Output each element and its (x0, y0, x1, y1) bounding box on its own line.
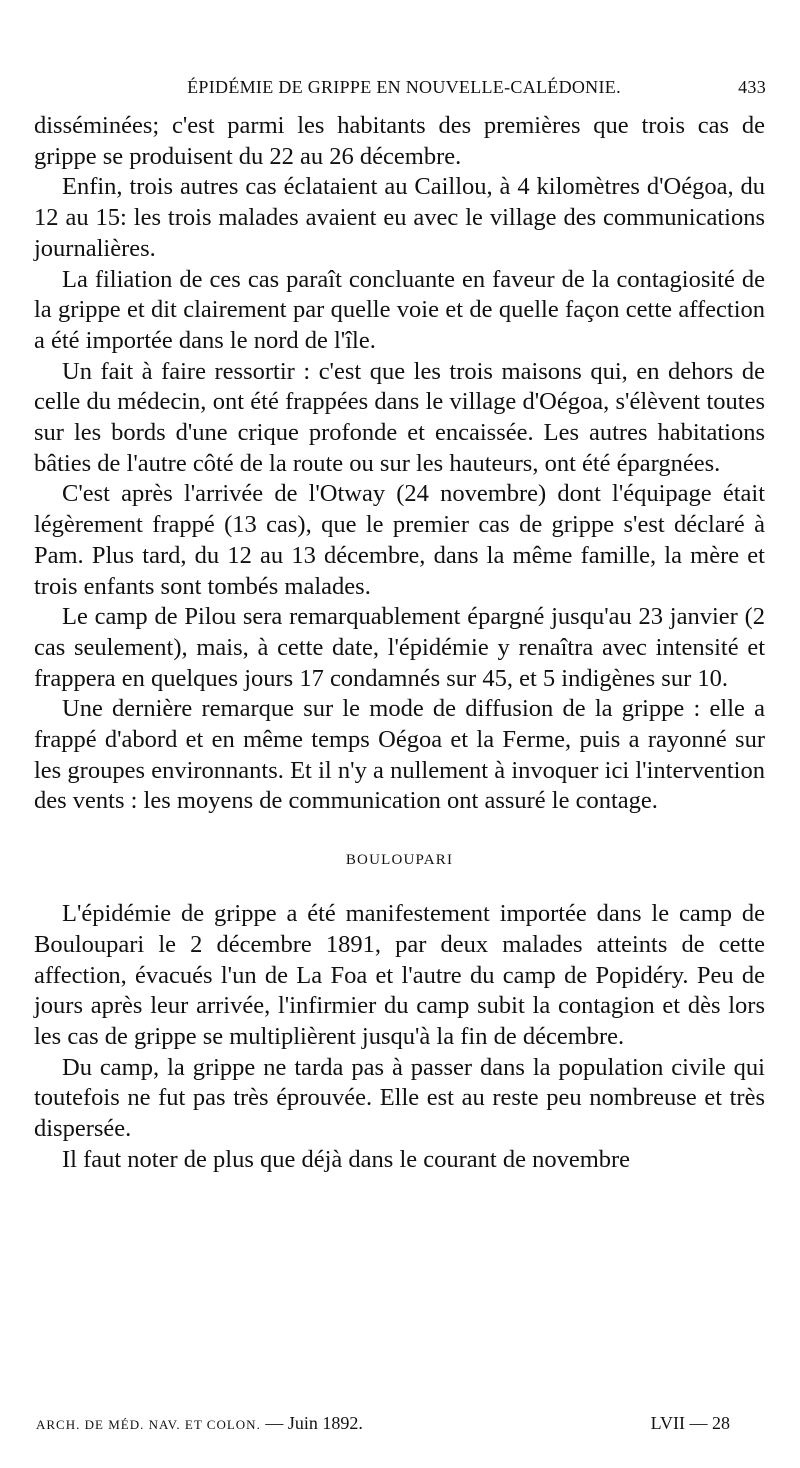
paragraph: L'épidémie de grippe a été manifestement importée dans le camp de Bouloupari le 2 décembre 1891, par deux malades atteints de cette affection, évacués l'un de La Foa et l'autre du camp de Popidéry. Peu de jours après leur arrivée, l'infirmier du camp subit la contagion et dès lors les cas de grippe se multiplièrent jusqu'à la fin de décembre. (34, 900, 765, 1050)
paragraph: Enfin, trois autres cas éclataient au Caillou, à 4 kilomètres d'Oégoa, du 12 au 15: les trois malades avaient eu avec le village des communications journalières. (34, 173, 765, 262)
paragraph: Le camp de Pilou sera remarquablement épargné jusqu'au 23 janvier (2 cas seulement), mais, à cette date, l'épidémie y renaîtra avec intensité et frappera en quelques jours 17 condamnés sur 45, et 5 indigènes sur 10. (34, 603, 765, 692)
footer-volume: LVII — 28 (650, 1413, 730, 1433)
paragraph: La filiation de ces cas paraît concluante en faveur de la contagiosité de la grippe et dit clairement par quelle voie et de quelle façon cette affection a été importée dans le nord de l'île. (34, 265, 765, 354)
paragraph: Il faut noter de plus que déjà dans le courant de novembre (62, 1145, 631, 1173)
footer-citation (36, 1413, 363, 1434)
paragraph: Du camp, la grippe ne tarda pas à passer dans la population civile qui toutefois ne fut pas très éprouvée. Elle est au reste peu nombreuse et très dispersée. (34, 1053, 765, 1143)
page-number: 433 (738, 77, 766, 97)
running-head (34, 77, 766, 101)
body-text (34, 111, 765, 1176)
paragraph: Un fait à faire ressortir : c'est que les trois maisons qui, en dehors de celle du médecin, ont été frappées dans le village d'Oégoa, s'élèvent toutes sur les bords d'une crique profonde et encaissée. Les autres habitations bâties de l'autre côté de la route ou sur les hauteurs, ont été épargnées. (34, 357, 765, 477)
paragraph: Une dernière remarque sur le mode de diffusion de la grippe : elle a frappé d'abord et en même temps Oégoa et la Ferme, puis a rayonné sur les groupes environnants. Et il n'y a nullement à invoquer ici l'intervention des vents : les moyens de communication ont assuré le contage. (34, 695, 765, 815)
paragraph: disséminées; c'est parmi les habitants des premières que trois cas de grippe se produisent du 22 au 26 décembre. (34, 112, 765, 170)
running-title: ÉPIDÉMIE DE GRIPPE EN NOUVELLE-CALÉDONIE. (187, 77, 621, 97)
section-title: BOULOUPARI (345, 852, 454, 869)
footer-date: — Juin 1892. (265, 1413, 363, 1433)
footer-journal: ARCH. DE MÉD. NAV. ET COLON. (36, 1417, 261, 1432)
paragraph: C'est après l'arrivée de l'Otway (24 novembre) dont l'équipage était légèrement frappé (13 cas), que le premier cas de grippe s'est déclaré à Pam. Plus tard, du 12 au 13 décembre, dans la même famille, la mère et trois enfants sont tombés malades. (34, 480, 765, 600)
page-footer (36, 1413, 760, 1437)
